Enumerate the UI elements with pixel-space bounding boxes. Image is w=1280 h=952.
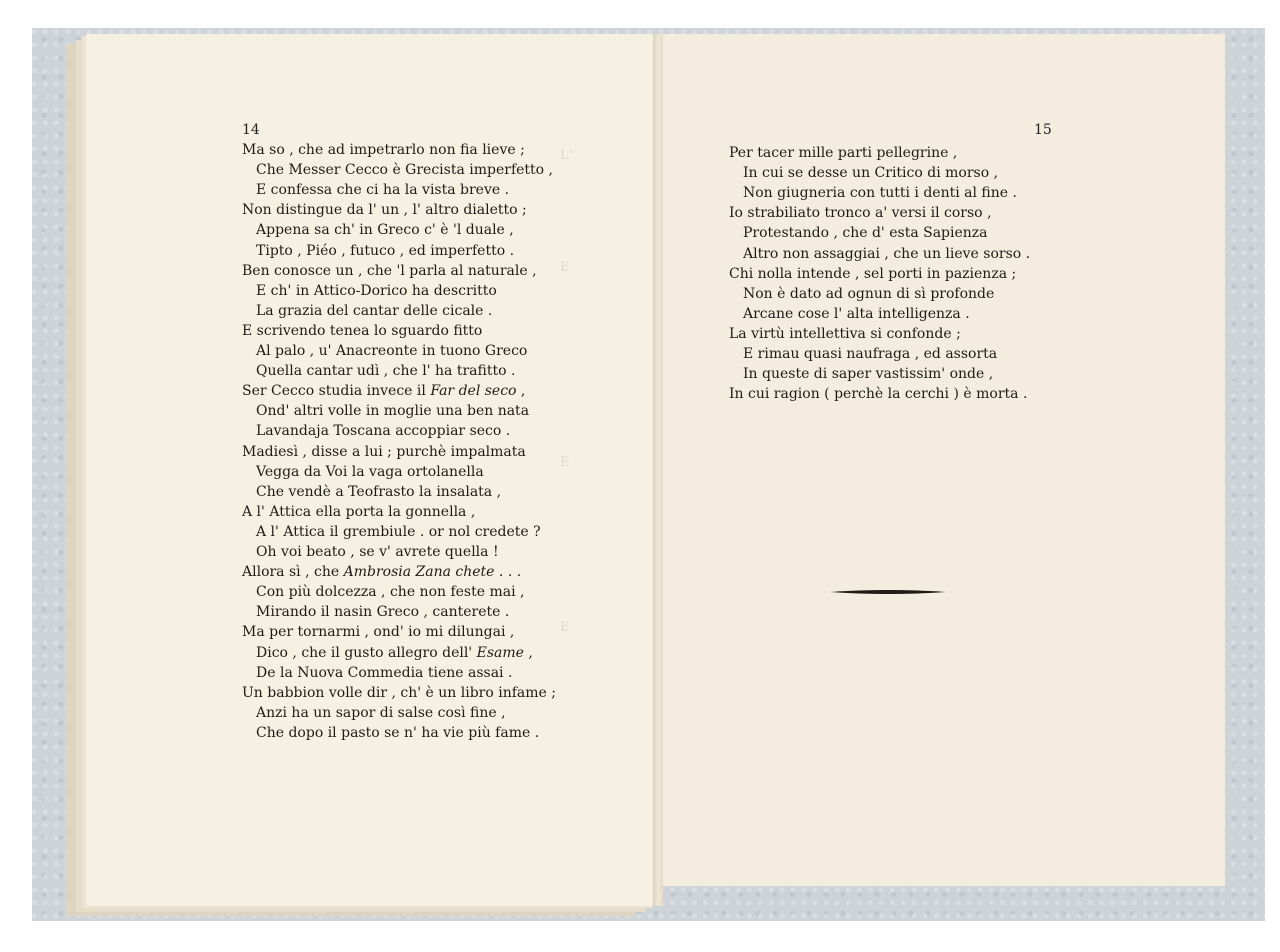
verse-text: Lavandaja Toscana accoppiar seco . (256, 423, 511, 440)
book-gutter (653, 34, 663, 906)
verse-line (256, 724, 539, 743)
verse-italic-text: Esame (476, 644, 524, 661)
verse-line (256, 302, 492, 321)
page-number-left: 14 (242, 122, 260, 138)
verse-text: Ond' altri volle in moglie una ben nata (256, 403, 530, 420)
verse-line (729, 265, 1016, 284)
verse-line (256, 181, 509, 200)
verse-text: Dico , che il gusto allegro dell' (256, 644, 477, 661)
verse-text: La grazia del cantar delle cicale . (256, 302, 493, 319)
verse-line (256, 664, 512, 683)
verse-line (256, 603, 509, 622)
page-number-right: 15 (1034, 122, 1052, 138)
verse-text: A l' Attica ella porta la gonnella , (242, 503, 476, 520)
verse-line (242, 201, 527, 220)
verse-line (256, 543, 499, 562)
verse-line (743, 184, 1017, 203)
verse-line (242, 262, 537, 281)
verse-line (743, 305, 970, 324)
verse-text: A l' Attica il grembiule . or nol credete ? (256, 523, 541, 540)
verse-line (256, 282, 497, 301)
verse-line (256, 422, 510, 441)
verse-line (256, 463, 484, 482)
verse-text-tail: , (516, 383, 526, 400)
verse-line (242, 563, 521, 582)
verse-text: Arcane cose l' alta intelligenza . (743, 305, 970, 322)
verse-text: La virtù intellettiva si confonde ; (729, 325, 961, 342)
verse-line (256, 242, 514, 261)
verse-text: Ben conosce un , che 'l parla al naturale , (242, 262, 537, 279)
verse-line (242, 141, 525, 160)
verse-text: Tipto , Piéo , futuco , ed imperfetto . (256, 242, 515, 259)
verse-text: Non è dato ad ognun di sì profonde (743, 285, 995, 302)
verse-text-tail: , (523, 644, 533, 661)
verse-line (256, 221, 514, 240)
verse-text: Ma so , che ad impetrarlo non fia lieve ; (242, 142, 525, 158)
verse-line (242, 443, 526, 462)
verse-line (256, 161, 553, 180)
verse-text: Con più dolcezza , che non feste mai , (256, 584, 525, 601)
verse-text: Che Messer Cecco è Grecista imperfetto , (256, 162, 554, 179)
verse-text: Al palo , u' Anacreonte in tuono Greco (256, 343, 528, 359)
verse-line (242, 623, 514, 642)
verse-line (256, 523, 541, 542)
verse-line (743, 285, 994, 304)
verse-italic-text: Ambrosia Zana chete (343, 564, 495, 581)
verse-line (729, 385, 1027, 404)
verse-text: Anzi ha un sapor di salse così fine , (256, 704, 506, 721)
verse-text: Ser Cecco studia invece il (242, 383, 431, 400)
verse-text: Non giugneria con tutti i denti al fine . (743, 185, 1017, 202)
verse-line (242, 503, 475, 522)
rule-ornament (830, 589, 946, 595)
verse-text: Per tacer mille parti pellegrine , (729, 145, 958, 161)
verse-text: In cui se desse un Critico di morso , (743, 165, 999, 182)
verse-text: In cui ragion ( perchè la cerchi ) è morta . (729, 386, 1028, 403)
verse-text: Protestando , che d' esta Sapienza (743, 225, 988, 242)
verse-line (743, 345, 997, 364)
verse-text: Oh voi beato , se v' avrete quella ! (256, 544, 499, 560)
verse-line (242, 684, 556, 703)
verse-text: E confessa che ci ha la vista breve . (256, 182, 510, 199)
verse-text: Altro non assaggiai , che un lieve sorso . (743, 245, 1031, 262)
verse-text: Io strabiliato tronco a' versi il corso , (729, 205, 992, 222)
verse-line (256, 402, 529, 421)
verse-line (256, 644, 533, 663)
verse-line (242, 382, 525, 401)
verse-line (729, 204, 992, 223)
verse-text-tail: . . . (494, 564, 522, 581)
verse-line (729, 144, 957, 163)
verse-line (743, 224, 988, 243)
verse-text: E scrivendo tenea lo sguardo fitto (242, 322, 483, 339)
verse-line (743, 164, 998, 183)
verse-line (256, 704, 506, 723)
verse-text: Ma per tornarmi , ond' io mi dilungai , (242, 624, 515, 641)
verse-text: Che vendè a Teofrasto la insalata , (256, 483, 502, 500)
verse-text: Un babbion volle dir , ch' è un libro infame ; (242, 684, 556, 701)
verse-text: In queste di saper vastissim' onde , (743, 366, 994, 383)
verse-text: Allora sì , che (242, 564, 344, 581)
verse-line (256, 583, 524, 602)
verse-text: Che dopo il pasto se n' ha vie più fame . (256, 724, 540, 741)
verse-text: Appena sa ch' in Greco c' è 'l duale , (256, 222, 514, 239)
verse-line (729, 325, 961, 344)
verse-italic-text: Far del seco (430, 383, 517, 400)
verse-line (256, 342, 527, 361)
verse-line (256, 362, 515, 381)
verse-line (242, 322, 482, 341)
verse-text: Madiesì , disse a lui ; purchè impalmata (242, 443, 526, 460)
verse-text: Chi nolla intende , sel porti in pazienza ; (729, 265, 1017, 282)
verse-text: Non distingue da l' un , l' altro dialetto ; (242, 202, 527, 219)
verse-text: Vegga da Voi la vaga ortolanella (256, 463, 484, 480)
verse-line (743, 365, 993, 384)
verse-line (256, 483, 501, 502)
verse-text: De la Nuova Commedia tiene assai . (256, 664, 513, 681)
verse-text: E rimau quasi naufraga , ed assorta (743, 346, 998, 362)
verse-line (743, 245, 1030, 264)
verse-text: E ch' in Attico-Dorico ha descritto (256, 282, 497, 299)
verse-text: Mirando il nasin Greco , canterete . (256, 604, 510, 621)
verse-text: Quella cantar udì , che l' ha trafitto . (256, 363, 516, 380)
